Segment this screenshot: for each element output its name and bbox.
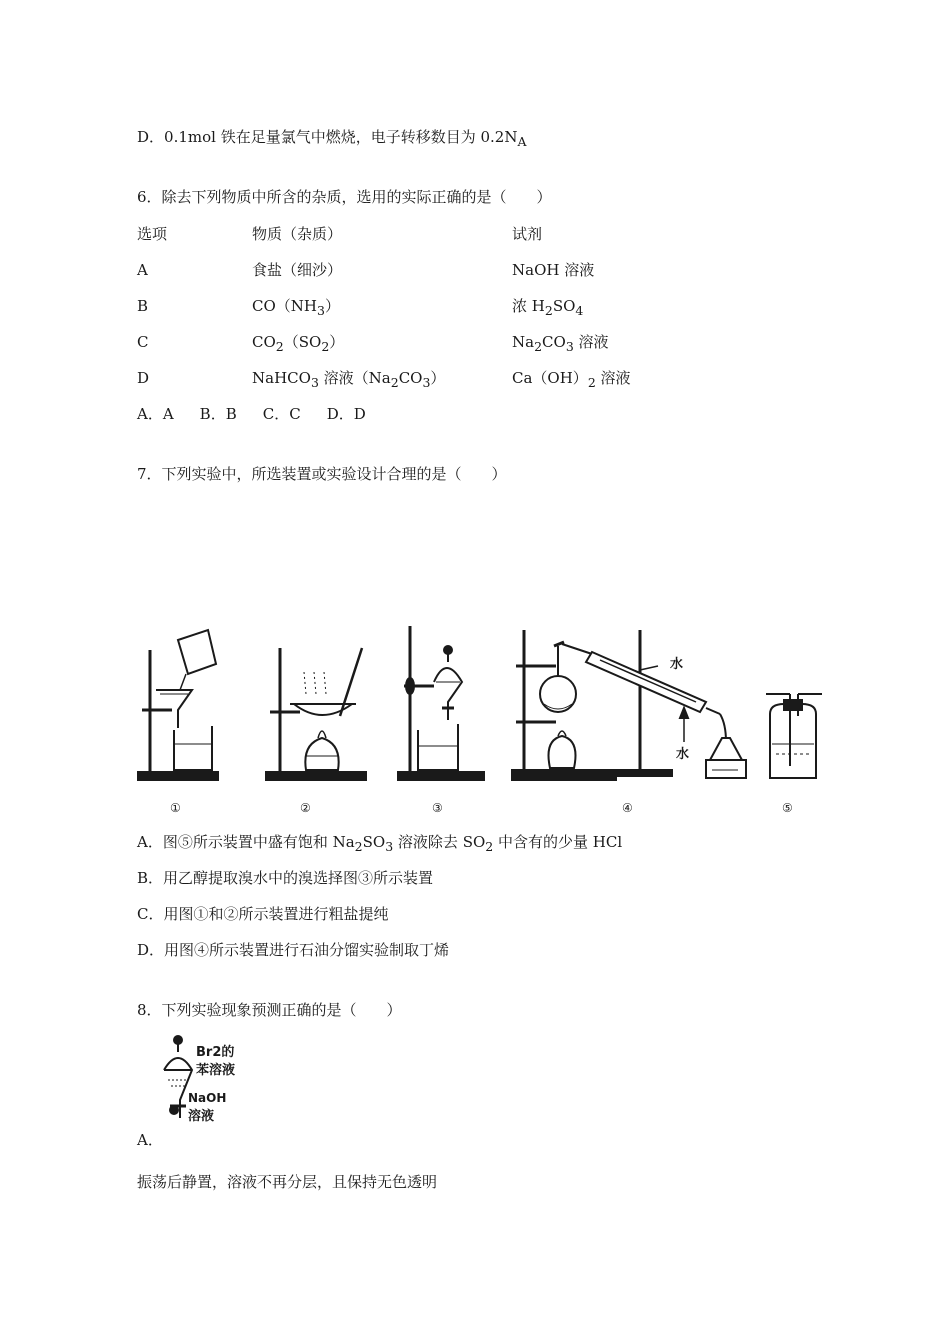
- figure-label-4: ④: [622, 801, 633, 815]
- q8-funnel-figure: [152, 1034, 262, 1130]
- table-cell: 食盐（细沙）: [252, 261, 343, 279]
- table-cell: C: [137, 333, 149, 351]
- table-header-row: [137, 224, 837, 244]
- figure-label-1: ①: [170, 801, 181, 815]
- table-row: [137, 368, 837, 388]
- q7-option-c: C．用图①和②所示装置进行粗盐提纯: [137, 905, 389, 923]
- q8-option-a-letter: A．: [137, 1131, 163, 1149]
- table-cell: $Ca(OH)_2$ 溶液: [512, 369, 631, 390]
- table-row: [137, 296, 837, 316]
- water-label-bottom: 水: [676, 747, 690, 762]
- table-cell: $Na_2CO_3$ 溶液: [512, 333, 609, 354]
- table-cell: D: [137, 369, 150, 387]
- q7-option-d: D．用图④所示装置进行石油分馏实验制取丁烯: [137, 941, 450, 959]
- label-naoh-line2: 溶液: [188, 1109, 215, 1124]
- table-cell: NaHCO$_3$ 溶液$(Na_2CO_3)$: [252, 369, 446, 390]
- figure-label-5: ⑤: [782, 801, 793, 815]
- figure-label-2: ②: [300, 801, 311, 815]
- q6-question: 6．除去下列物质中所含的杂质，选用的实际正确的是（ ）: [137, 188, 552, 206]
- water-label-top: 水: [670, 657, 684, 672]
- choice-c: C．C: [262, 405, 301, 423]
- apparatus-4-distillation: [512, 630, 746, 780]
- q7-question: 7．下列实验中，所选装置或实验设计合理的是（ ）: [137, 465, 507, 483]
- table-cell: $CO_2(SO_2)$: [252, 333, 345, 354]
- q6-choices: [137, 404, 392, 424]
- q7-option-a: A．图⑤所示装置中盛有饱和 $Na_2SO_3$ 溶液除去 $SO_2$ 中含有的少量 HCl: [137, 833, 623, 854]
- table-row: [137, 260, 837, 280]
- apparatus-2-evaporation: [266, 648, 366, 780]
- table-cell: B: [137, 297, 149, 315]
- table-cell: A: [137, 261, 148, 279]
- choice-d: D．D: [326, 405, 366, 423]
- apparatus-1-filtration: [138, 630, 218, 780]
- q5-option-d: D．0.1mol 铁在足量氯气中燃烧，电子转移数目为 $0.2N_A$: [137, 128, 527, 149]
- label-br2-line2: 苯溶液: [196, 1063, 236, 1078]
- q8-question: 8．下列实验现象预测正确的是（ ）: [137, 1001, 402, 1019]
- table-header: 物质（杂质）: [252, 225, 343, 243]
- table-cell: $CO(NH_3)$: [252, 297, 340, 318]
- figure-label-3: ③: [432, 801, 443, 815]
- table-cell: 浓 $H_2SO_4$: [512, 297, 584, 318]
- q8-option-a-text: 振荡后静置，溶液不再分层，且保持无色透明: [137, 1173, 438, 1191]
- apparatus-3-separatory-funnel: [398, 626, 484, 780]
- choice-a: A．A: [137, 405, 174, 423]
- table-header: 试剂: [512, 225, 543, 243]
- label-br2-line1: Br2的: [196, 1045, 235, 1060]
- q7-option-b: B．用乙醇提取溴水中的溴选择图③所示装置: [137, 869, 434, 887]
- apparatus-5-gas-washing-bottle: [766, 694, 822, 778]
- table-header: 选项: [137, 225, 168, 243]
- table-cell: NaOH 溶液: [512, 261, 595, 279]
- label-naoh-line1: NaOH: [188, 1091, 227, 1105]
- q7-apparatus-figure: [130, 620, 830, 820]
- table-row: [137, 332, 837, 352]
- choice-b: B．B: [199, 405, 237, 423]
